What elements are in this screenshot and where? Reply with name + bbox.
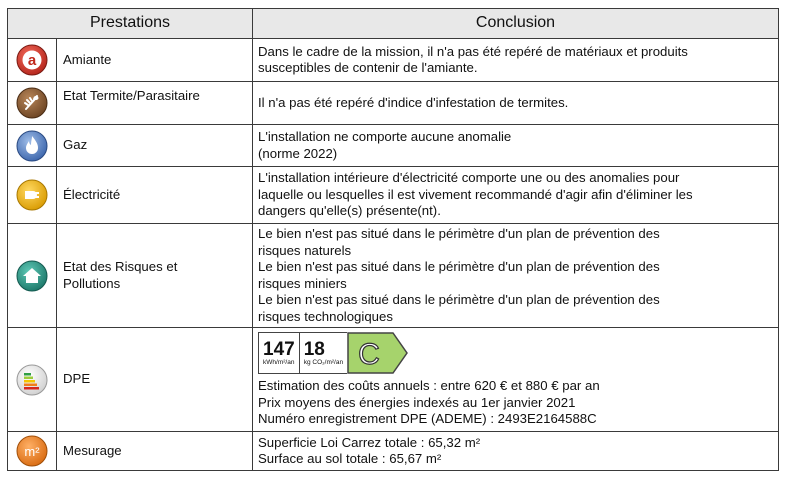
dpe-values [258, 332, 347, 374]
dpe-energy: 147 kWh/m²/an [263, 338, 295, 366]
gas-flame-icon [8, 125, 57, 167]
row-label: Mesurage [57, 432, 253, 471]
row-conclusion: Il n'a pas été repéré d'indice d'infestation de termites. [253, 82, 779, 125]
row-conclusion: Le bien n'est pas situé dans le périmètre d'un plan de prévention des risques naturels Le bien n'est pas situé dans le périmètre d'un plan de prévention des risques miniers Le bien n'est pas situé dans le périmètre d'un plan de prévention des risques technologiques [253, 224, 779, 328]
table-row [8, 125, 779, 167]
dpe-class-letter: C [358, 338, 380, 372]
row-conclusion: Superficie Loi Carrez totale : 65,32 m² Surface au sol totale : 65,67 m² [253, 432, 779, 471]
row-conclusion: L'installation intérieure d'électricité comporte une ou des anomalies pour laquelle ou lesquelles il est vivement recommandé d'agir afin d'éliminer les dangers qu'elle(s) présente(nt). [253, 167, 779, 224]
dpe-ges: 18 kg CO₂/m²/an [299, 333, 347, 373]
square-meter-icon [8, 432, 57, 471]
table-row [8, 328, 779, 432]
row-label: Amiante [57, 39, 253, 82]
table-header [8, 9, 779, 39]
row-label: Etat des Risques et Pollutions [57, 224, 253, 328]
row-label: Etat Termite/Parasitaire [57, 82, 253, 125]
dpe-label [258, 331, 774, 375]
row-label: Gaz [57, 125, 253, 167]
summary-table [7, 8, 779, 471]
electric-plug-icon [8, 167, 57, 224]
table-row [8, 82, 779, 125]
asbestos-icon [8, 39, 57, 82]
row-conclusion: 147 kWh/m²/an 18 kg CO₂/m²/an C Estimation des coûts annuels : entre 620 € et 880 € par an Prix moyens des énergies indexés au 1er janvier 2021 Numéro enregistrement DPE (ADEME) : 2493E2164588C [253, 328, 779, 432]
row-label: DPE [57, 328, 253, 432]
termite-icon [8, 82, 57, 125]
header-conclusion: Conclusion [253, 9, 779, 39]
header-prestations: Prestations [8, 9, 253, 39]
row-conclusion: L'installation ne comporte aucune anomalie (norme 2022) [253, 125, 779, 167]
row-conclusion: Dans le cadre de la mission, il n'a pas été repéré de matériaux et produits susceptibles de contenir de l'amiante. [253, 39, 779, 82]
table-row [8, 224, 779, 328]
dpe-class-arrow [347, 331, 409, 375]
energy-rating-icon [8, 328, 57, 432]
row-label: Électricité [57, 167, 253, 224]
table-row [8, 167, 779, 224]
svg-text:a: a [27, 52, 37, 69]
table-row [8, 39, 779, 82]
svg-text:m²: m² [24, 444, 40, 459]
house-risk-icon [8, 224, 57, 328]
table-row [8, 432, 779, 471]
